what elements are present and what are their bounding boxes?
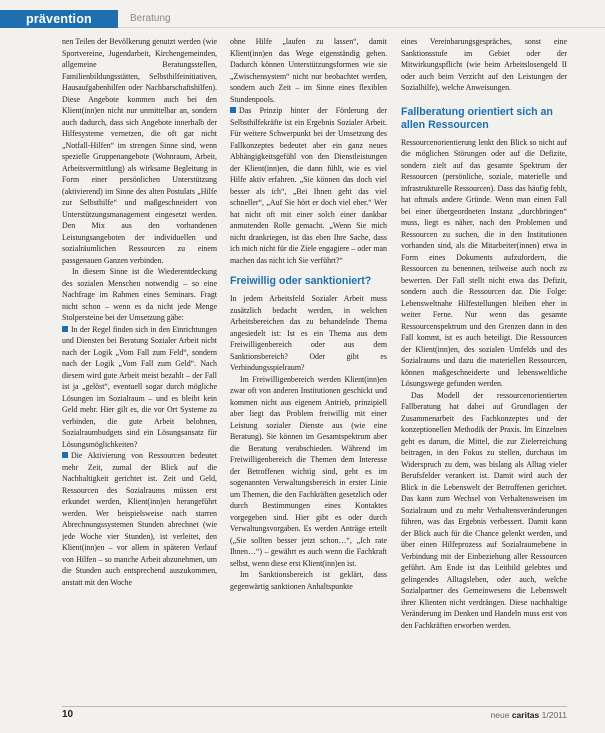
paragraph: Ressourcenorientierung lenkt den Blick so nicht auf die möglichen Störungen oder auf die Defizite, sondern zielt auf das gesamte Spektrum der Ressourcen (persönliche, soziale, materielle und infrastrukturelle Ressourcen). Dass das häufig fehlt, hat oftmals andere Gründe. Wenn man einen Fall bei einer übergeordneten Instanz „durchbringen“ muss, liegt es näher, nach den Problemen und Ressourcen zu suchen, die in den Institutionen vorhanden sind, als die Mitarbeiter(innen) etwa in Form eines Dokuments aufzufordern, die Ressourcen zu benennen, teilweise auch noch zu bewerten. Der Fall stellt nicht etwa das Defizit, sondern auch die Ressourcen dar. Die Folge: Lebensweltnahe Hilfestellungen bleiben eher in weiter Ferne. Nur wenn das gesamte Ressourcenspektrum und den Grenzen dann in den Fall kommt, ist es auch beteiligt. Die Ressourcen der Klient(inn)en, des sozialen Umfelds und des Sozialraums und dazu die materiellen Ressourcen, können maßgeschneiderte und lebensweltliche Lösungswege gefunden werden. xyxy=(401,137,567,388)
magazine-name: caritas xyxy=(511,710,540,720)
bullet-paragraph xyxy=(230,105,387,266)
bullet-paragraph xyxy=(62,450,217,588)
bullet-text: Die Aktivierung von Ressourcen bedeutet mehr Zeit, zumal der Blick auf die Nachhaltigkeit gerichtet ist. Zeit und Geld, Ressourcen des Sozialraums müssen erst erkundet werden, Klient(inn)en herangeführt werden. Wer beispielsweise nach starren Abrechnungssystemen Stunden abrechnet (wie jede Woche vier Stunden), ist verleitet, den Klient(inn)en – vor allem in späteren Verlauf von Hilfen – so manche Arbeit abzunehmen, um die Stunden auch entsprechend auszukommen, anstatt mit den Woche xyxy=(62,451,217,587)
paragraph: Das Modell der ressourcenorientierten Fallberatung hat dabei auf Grundlagen der Zusammenarbeit des Fachkonzeptes und der konzeptionellen Methodik der Praxis. Im Einzelnen geht es darum, die Mittel, die zur Zielerreichung beitragen, in den Fokus zu stellen, durchaus im Widerspruch zu dem, was bislang als Alltag vieler Berufsfelder verankert ist. Damit wird auch der Blick in die Lebenswelt der Betroffenen gerichtet. Das kann zum Wechsel von Verhaltensweisen im Sozialraum und zu mehr Verhaltensveränderungen führen, was das Ergebnis verbessert. Damit kann der Blick auch für die Chance gelenkt werden, und über einen Hilfeprozess auf Sozialraumebene in Verbindung mit der Einbeziehung aller Ressourcen geführt. Am Ende ist das Leitbild gelebtes und gelingendes Alltagsleben, oder auch, welche Sozialpartner des Gemeinwesens die Lebenswelt ihrer Klienten nicht verdrängen. Diese nachhaltige Veränderung im Denken und Handeln muss erst von den Fachkräften erworben werden. xyxy=(401,390,567,630)
paragraph: ohne Hilfe „laufen zu lassen“, damit Klient(inn)en das Wege eigenständig gehen. Dadurch können Unterstützungsformen wie sie „Zwischensystem“ nicht nur beobachtet werden, sondern auch Zeit – im Sinne eines flexiblen Stundenpools. xyxy=(230,37,387,104)
page-header xyxy=(0,10,605,28)
paragraph: nen Teilen der Bevölkerung genutzt werden (wie Sportvereine, Jugendarbeit, Kirchengemeinden, allgemeine Beratungsstellen, Familienbildungsstätten, Selbsthilfeinitiativen, Hausaufgabenhilfen oder Nachbarschaftshilfen). Diese Angebote kommen auch bei den Klient(inn)en nicht nur unmittelbar an, sondern auch dadurch, dass sich Angebote innerhalb der Hilfesysteme vernetzen, die oft gar nicht „Notfall-Hilfen“ im strengen Sinne sind, wenn spezielle Gruppenangebote (Wohnraum, Arbeit, Arbeitsvermittlung) als wirksame Begleitung in Form einer persönlichen Unterstützung (aktivierend) im Sinne des alten Postulats „Hilfe zur Selbsthilfe“ und maßgeschneidert von Unterstützungsmanagement eingesetzt werden. Den Mix aus den vorhandenen Leistungsangeboten der individuellen und sozialräumlichen Ressourcen zu einem passgenauen Ganzen verbinden. xyxy=(62,37,217,265)
magazine-prefix: neue xyxy=(490,710,512,720)
section-heading: Fallberatung orientiert sich an allen Ressourcen xyxy=(401,105,553,131)
paragraph: eines Vereinbarungsgespräches, sonst eine Sanktionsstufe im Gebiet oder der Mitwirkungspflicht (wie beim Arbeitslosengeld II oder auch beim Verzicht auf den Leistungen der Sozialhilfe), welche Anweisungen. xyxy=(401,37,567,92)
bullet-square-icon xyxy=(230,107,236,113)
bullet-paragraph xyxy=(62,324,217,451)
issue-number: 1/2011 xyxy=(541,710,567,720)
paragraph: Im Sanktionsbereich ist geklärt, dass gegenwärtig sanktionen Anhaltspunkte xyxy=(230,570,387,591)
text-column-3 xyxy=(401,36,567,700)
paragraph: In jedem Arbeitsfeld Sozialer Arbeit muss zusätzlich bedacht werden, in welchen Arbeitsbereichen das zu behandelnde Thema angesiedelt ist: Ist es ein Thema aus dem Freiwilligenbereich oder aus dem Sanktionsbereich? Oder gibt es Verbindungsspielraum? xyxy=(230,294,387,372)
section-tab: prävention xyxy=(0,10,118,28)
bullet-square-icon xyxy=(62,452,68,458)
bullet-text: In der Regel finden sich in den Einrichtungen und Diensten bei Beratung Sozialer Arbeit nicht nach der Logik „Vom Fall zum Feld“, sondern nach der Logik „Vom Fall zum Geld“. Nach diesem wird gute Arbeit meist bezahlt – der Fall ist ja „gelöst“, eventuell sogar durch mögliche Lösungen im Sozialraum – und es bleibt kein Geld mehr. Hier gilt es, die vor Ort Systeme zu verbinden, die gute Arbeit belohnen, Sozialraumbudgets sind ein Lösungsansatz für Lösungsmöglichkeiten? xyxy=(62,324,217,449)
bullet-square-icon xyxy=(62,326,68,332)
text-column-1 xyxy=(62,36,217,700)
bullet-text: Das Prinzip hinter der Förderung der Selbsthilfekräfte ist ein Ergebnis Sozialer Arbeit. Für weitere Schwerpunkt bei der Umsetzung des Fallkonzeptes bedeutet aber ein ganz neues Abhängigkeitsgefühl von den Dienstleistungen der Klient(inn)en, die dann fühlt, wie es viel Hilfe aktiv erfahren. „Sie können das doch viel besser als ich“, „Bei Ihnen geht das viel schneller“, „Auf Sie hört er doch viel eher.“ Wer hat nicht oft mit einer solch einer dankbar anmutenden Rolle gemacht. „Wenn Sie mich nicht drankriegen, ist das eben Ihre Sache, dass ich mich nicht für die Ziele engagiere – oder man machen das nicht ich Sie verführt?“ xyxy=(230,106,387,265)
paragraph: In diesem Sinne ist die Wiederentdeckung des sozialen Menschen notwendig – so eine Nachfrage im Rahmen eines Seminars. Fragt nicht schon – wenn es da nicht jede Menge Stolpersteine bei der Umsetzung gäbe: xyxy=(62,267,217,322)
magazine-credit xyxy=(491,706,567,724)
header-rule xyxy=(118,27,605,28)
paragraph: Im Freiwilligenbereich werden Klient(inn)en zwar oft von anderen Institutionen geschickt und kommen nicht aus eigenem Antrieb, prinzipiell aber liegt das Problem freiwillig mit einer Leistung sozialer Dienste aus (wie eine Beratung). Sie können im Gesamtspektrum aber die Beratung verabschieden. Während im Freiwilligenbereich die Themen dem Interesse der Betroffenen wichtig sind, geht es im sogenannten Verwaltungsbereich in erster Linie um Themen, die den Fachkräften gesetzlich oder durch Bestimmungen eines Kontaktes vorgegeben sind. Hier gibt es oder durch Verwaltungsvorgaben. Es werden Anträge erteilt („Sie sollten besser jetzt schon…“, „Ich rate Ihnen…“) – gewährt es auch wenn die Fachkraft selbst, wenn diese erst Klient(inn)en ist. xyxy=(230,374,387,568)
page-footer xyxy=(0,706,605,724)
text-column-2 xyxy=(230,36,387,700)
page-number: 10 xyxy=(62,709,74,720)
section-heading: Freiwillig oder sanktioniert? xyxy=(230,275,372,287)
section-label: Beratung xyxy=(130,13,171,24)
